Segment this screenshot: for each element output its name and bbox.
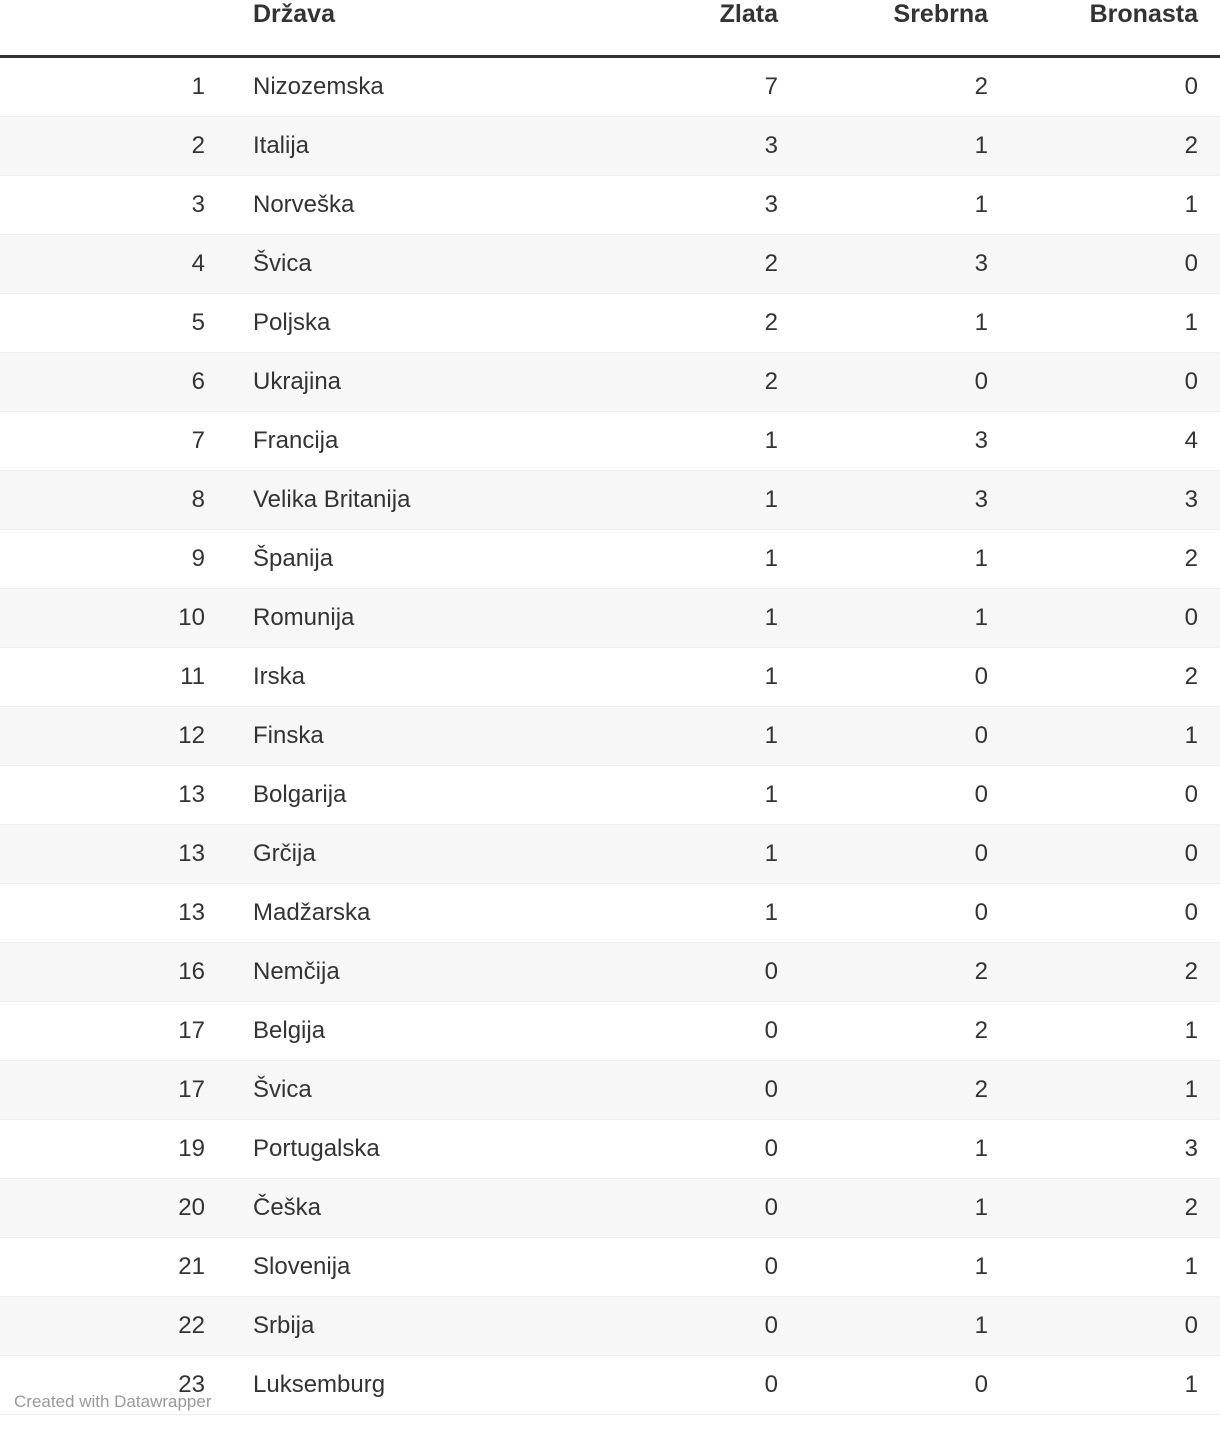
cell-silver: 2 (800, 1061, 1010, 1120)
cell-rank: 12 (0, 707, 205, 766)
cell-country: Belgija (205, 1002, 590, 1061)
cell-rank: 13 (0, 884, 205, 943)
table-row (0, 1002, 1220, 1061)
cell-rank: 9 (0, 530, 205, 589)
cell-gold: 0 (590, 1120, 800, 1179)
cell-gold: 0 (590, 943, 800, 1002)
cell-rank: 4 (0, 235, 205, 294)
cell-gold: 1 (590, 825, 800, 884)
table-row (0, 235, 1220, 294)
cell-silver: 2 (800, 1002, 1010, 1061)
cell-rank: 8 (0, 471, 205, 530)
cell-gold: 3 (590, 176, 800, 235)
cell-country: Italija (205, 117, 590, 176)
cell-silver: 0 (800, 648, 1010, 707)
cell-gold: 1 (590, 766, 800, 825)
cell-gold: 1 (590, 412, 800, 471)
cell-bronze: 0 (1010, 57, 1220, 117)
cell-country: Poljska (205, 294, 590, 353)
cell-bronze: 2 (1010, 1179, 1220, 1238)
cell-bronze: 2 (1010, 943, 1220, 1002)
cell-gold: 2 (590, 353, 800, 412)
cell-silver: 0 (800, 353, 1010, 412)
cell-silver: 1 (800, 1238, 1010, 1297)
cell-country: Luksemburg (205, 1356, 590, 1415)
table-row (0, 294, 1220, 353)
cell-silver: 1 (800, 589, 1010, 648)
table-row (0, 1120, 1220, 1179)
cell-gold: 1 (590, 648, 800, 707)
cell-gold: 1 (590, 471, 800, 530)
cell-bronze: 0 (1010, 884, 1220, 943)
table-row (0, 1179, 1220, 1238)
cell-country: Ukrajina (205, 353, 590, 412)
cell-bronze: 2 (1010, 117, 1220, 176)
cell-bronze: 0 (1010, 235, 1220, 294)
table-row (0, 530, 1220, 589)
cell-bronze: 2 (1010, 648, 1220, 707)
cell-silver: 1 (800, 1120, 1010, 1179)
table-row (0, 1297, 1220, 1356)
cell-silver: 3 (800, 471, 1010, 530)
cell-country: Slovenija (205, 1238, 590, 1297)
cell-country: Velika Britanija (205, 471, 590, 530)
cell-silver: 0 (800, 707, 1010, 766)
cell-country: Romunija (205, 589, 590, 648)
column-header-silver[interactable]: Srebrna (800, 0, 1010, 57)
cell-silver: 3 (800, 412, 1010, 471)
cell-bronze: 1 (1010, 707, 1220, 766)
cell-rank: 7 (0, 412, 205, 471)
cell-bronze: 0 (1010, 589, 1220, 648)
cell-gold: 1 (590, 707, 800, 766)
cell-gold: 1 (590, 530, 800, 589)
datawrapper-credit[interactable]: Created with Datawrapper (14, 1392, 212, 1411)
cell-gold: 1 (590, 884, 800, 943)
cell-rank: 16 (0, 943, 205, 1002)
cell-silver: 1 (800, 117, 1010, 176)
cell-silver: 2 (800, 57, 1010, 117)
table-row (0, 471, 1220, 530)
cell-silver: 1 (800, 176, 1010, 235)
table-row (0, 825, 1220, 884)
cell-silver: 0 (800, 766, 1010, 825)
cell-country: Nemčija (205, 943, 590, 1002)
table-row (0, 707, 1220, 766)
cell-silver: 1 (800, 294, 1010, 353)
cell-bronze: 1 (1010, 294, 1220, 353)
table-row (0, 117, 1220, 176)
cell-rank: 19 (0, 1120, 205, 1179)
cell-bronze: 4 (1010, 412, 1220, 471)
table-header-row (0, 0, 1220, 57)
cell-bronze: 0 (1010, 1297, 1220, 1356)
cell-country: Portugalska (205, 1120, 590, 1179)
cell-country: Srbija (205, 1297, 590, 1356)
table-row (0, 353, 1220, 412)
cell-bronze: 2 (1010, 530, 1220, 589)
table-row (0, 1061, 1220, 1120)
cell-bronze: 1 (1010, 1061, 1220, 1120)
table-row (0, 648, 1220, 707)
cell-rank: 17 (0, 1061, 205, 1120)
cell-country: Norveška (205, 176, 590, 235)
cell-bronze: 1 (1010, 1238, 1220, 1297)
cell-gold: 3 (590, 117, 800, 176)
table-row (0, 176, 1220, 235)
table-row (0, 1238, 1220, 1297)
cell-rank: 21 (0, 1238, 205, 1297)
cell-rank: 10 (0, 589, 205, 648)
cell-gold: 0 (590, 1297, 800, 1356)
cell-country: Španija (205, 530, 590, 589)
cell-gold: 0 (590, 1238, 800, 1297)
table-row (0, 943, 1220, 1002)
cell-bronze: 0 (1010, 766, 1220, 825)
cell-silver: 0 (800, 1356, 1010, 1415)
cell-bronze: 1 (1010, 1002, 1220, 1061)
cell-silver: 1 (800, 530, 1010, 589)
cell-gold: 0 (590, 1356, 800, 1415)
cell-bronze: 3 (1010, 471, 1220, 530)
cell-rank: 6 (0, 353, 205, 412)
cell-bronze: 0 (1010, 353, 1220, 412)
cell-rank: 20 (0, 1179, 205, 1238)
cell-country: Grčija (205, 825, 590, 884)
table-row (0, 412, 1220, 471)
cell-gold: 7 (590, 57, 800, 117)
cell-rank: 13 (0, 766, 205, 825)
cell-rank: 22 (0, 1297, 205, 1356)
table-row (0, 589, 1220, 648)
cell-bronze: 0 (1010, 825, 1220, 884)
cell-country: Francija (205, 412, 590, 471)
cell-silver: 0 (800, 884, 1010, 943)
column-header-bronze[interactable]: Bronasta (1010, 0, 1220, 57)
cell-bronze: 3 (1010, 1120, 1220, 1179)
cell-country: Irska (205, 648, 590, 707)
cell-silver: 3 (800, 235, 1010, 294)
column-header-rank[interactable] (0, 0, 205, 57)
cell-country: Švica (205, 235, 590, 294)
table-header (0, 0, 1220, 57)
cell-rank: 2 (0, 117, 205, 176)
table-row (0, 766, 1220, 825)
cell-gold: 2 (590, 294, 800, 353)
cell-country: Nizozemska (205, 57, 590, 117)
cell-gold: 2 (590, 235, 800, 294)
table-row (0, 884, 1220, 943)
cell-rank: 13 (0, 825, 205, 884)
cell-rank: 3 (0, 176, 205, 235)
cell-bronze: 1 (1010, 1356, 1220, 1415)
column-header-gold[interactable]: Zlata (590, 0, 800, 57)
cell-gold: 0 (590, 1002, 800, 1061)
cell-country: Finska (205, 707, 590, 766)
cell-country: Švica (205, 1061, 590, 1120)
cell-rank: 1 (0, 57, 205, 117)
column-header-country[interactable]: Država (205, 0, 590, 57)
cell-country: Madžarska (205, 884, 590, 943)
cell-rank: 17 (0, 1002, 205, 1061)
cell-country: Češka (205, 1179, 590, 1238)
cell-gold: 0 (590, 1179, 800, 1238)
cell-silver: 1 (800, 1297, 1010, 1356)
table-body (0, 57, 1220, 1415)
cell-gold: 1 (590, 589, 800, 648)
cell-rank: 23 (0, 1356, 205, 1415)
cell-rank: 5 (0, 294, 205, 353)
cell-silver: 1 (800, 1179, 1010, 1238)
cell-silver: 2 (800, 943, 1010, 1002)
cell-silver: 0 (800, 825, 1010, 884)
cell-gold: 0 (590, 1061, 800, 1120)
cell-bronze: 1 (1010, 176, 1220, 235)
cell-rank: 11 (0, 648, 205, 707)
cell-country: Bolgarija (205, 766, 590, 825)
table-row (0, 57, 1220, 117)
